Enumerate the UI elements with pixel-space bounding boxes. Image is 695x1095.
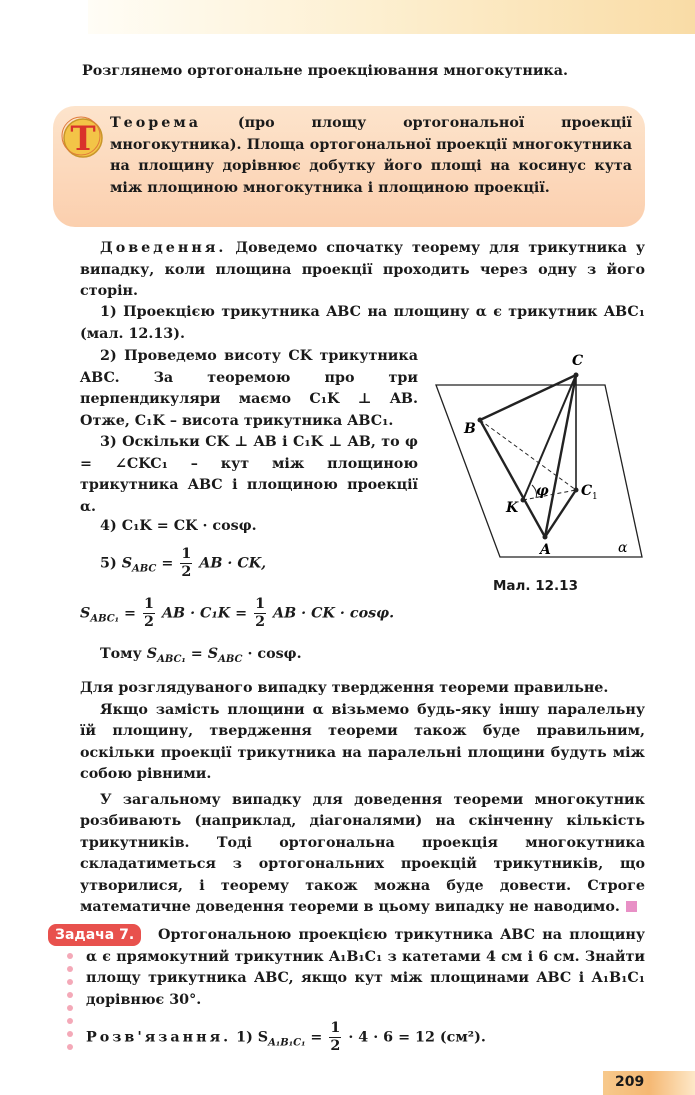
label-alpha: α (618, 540, 628, 556)
page-number: 209 (615, 1074, 645, 1090)
label-c1: C (581, 483, 593, 499)
proof-step-1 (80, 302, 645, 345)
area-sub: ABC (132, 563, 157, 575)
figure-caption: Мал. 12.13 (493, 578, 578, 594)
figure-12-13 (430, 345, 648, 565)
dot (67, 992, 73, 998)
para-b: Якщо замість площини α візьмемо будь-яку іншу паралельну їй площину, твердження теореми також буде правильним, оскільки проекції трикутника на паралельні площини будуть між собою рівними. (80, 701, 645, 782)
para-a: Для розглядуваного випадку твердження теореми правильне. (80, 680, 609, 696)
theorem-body: (про площу ортогональної проекції многокутника). Площа ортогональної проекції многокутника на площину дорівнює добутку його площі на косинус кута між площиною многокутника і площиною проекції. (110, 115, 632, 196)
step-3-text: 3) Оскільки CK ⊥ AB і C₁K ⊥ AB, то φ = ∠CKC₁ – кут між площиною трикутника ABC і площиною проекції α. (80, 434, 418, 515)
task-solution: Розв'язання. 1) $S_{A_1B_1C_1}$ = $\frac{1}{2}$ · 4 · 6 = 12 (см²). (86, 1020, 486, 1054)
solution-word: Розв'язання. (86, 1029, 232, 1046)
dot (67, 1044, 73, 1050)
label-b: B (464, 421, 476, 437)
step-5-label: 5) (100, 555, 117, 572)
proof-step-3 (80, 432, 418, 518)
step-5-formula-a: 5) $S_{ABC}$ = $\frac{1}{2}$ AB · CK, (100, 546, 267, 580)
task-badge: Задача 7. (48, 924, 141, 946)
theorem-text (110, 113, 632, 199)
step-4-formula: 4) C₁K = CK · cosφ. (100, 518, 257, 534)
page-number-tab (603, 1071, 695, 1095)
dot (67, 979, 73, 985)
intro-line: Розглянемо ортогональне проекціювання многокутника. (82, 63, 569, 79)
label-k: K (506, 500, 519, 516)
proof-conclusion (80, 678, 645, 919)
task-dots (67, 953, 75, 1057)
theorem-t-icon (60, 114, 106, 160)
proof-step-2 (80, 346, 418, 432)
step-5-formula-b: $S_{ABC_1}$ = $\frac{1}{2}$ AB · C₁K = $\frac{1}{2}$ AB · CK · cosφ. (80, 596, 395, 630)
dot (67, 1018, 73, 1024)
label-c1-sub: 1 (592, 492, 598, 502)
dot (67, 1005, 73, 1011)
qed-square-icon (626, 901, 637, 912)
proof-intro (80, 238, 645, 303)
area-symbol: S (121, 555, 133, 572)
theorem-word: Теорема (110, 115, 202, 131)
step-1-text: 1) Проекцією трикутника ABC на площину α є трикутник ABC₁ (мал. 12.13). (80, 304, 645, 342)
para-c: У загальному випадку для доведення теореми многокутник розбивають (наприклад, діагоналями) на скінченну кількість трикутників. Тоді ортогональна проекція многокутника складатиметься з ортогональних проекцій трикутників, що утворилися, і теорему також можна буде довести. Строге математичне доведення теореми в цьому випадку не наводимо. (80, 791, 645, 915)
tomu-word: Тому (100, 646, 142, 662)
header-band (88, 0, 695, 34)
label-phi: φ (536, 483, 549, 499)
step-5-rest-b: AB · CK · cosφ. (273, 605, 395, 622)
svg-text:Т: Т (70, 119, 96, 159)
tomu-formula: Тому $S_{ABC_1} = S_{ABC} \cdot \cos\varphi$. (100, 646, 302, 665)
step-5-rest-a: AB · CK, (199, 555, 267, 572)
proof-word: Доведення. (100, 240, 227, 256)
step-2-text: 2) Проведемо висоту CK трикутника ABC. За теоремою про три перпендикуляри маємо C₁K ⊥ AB. Отже, C₁K – висота трикутника ABC₁. (80, 348, 418, 429)
dot (67, 966, 73, 972)
dot (67, 953, 73, 959)
label-c: C (572, 353, 584, 369)
dot (67, 1031, 73, 1037)
half-fraction: $\frac{1}{2}$ (181, 546, 192, 580)
proof-intro-text: Доведемо спочатку теорему для трикутника у випадку, коли площина проекції проходить через одну з його сторін. (80, 240, 645, 299)
step-5-mid-b: AB · C₁K = (161, 605, 248, 622)
label-a: A (540, 542, 551, 558)
task-text: Ортогональною проекцією трикутника ABC на площину α є прямокутний трикутник A₁B₁C₁ з катетами 4 см і 6 см. Знайти площу трикутника ABC, якщо кут між площинами ABC і A₁B₁C₁ дорівнює 30°. (86, 927, 645, 1008)
